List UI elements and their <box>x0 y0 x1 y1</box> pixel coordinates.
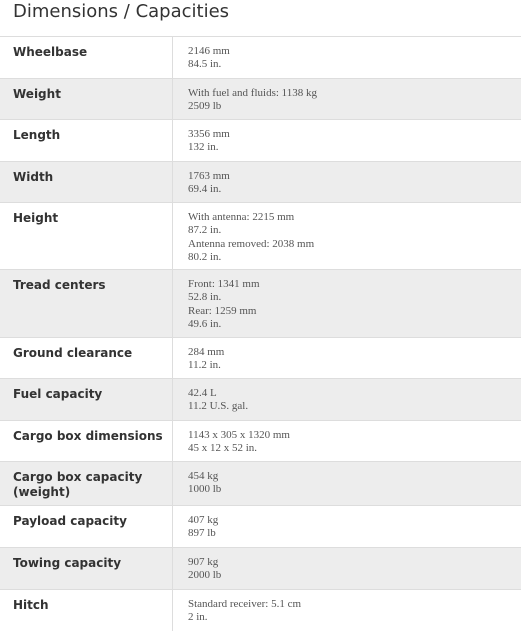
spec-value <box>173 379 521 420</box>
spec-value-line: 907 kg <box>188 556 219 568</box>
spec-row <box>0 378 521 420</box>
spec-row <box>0 269 521 337</box>
spec-value-line: With antenna: 2215 mm <box>188 211 295 223</box>
spec-value-line: 11.2 U.S. gal. <box>188 400 249 413</box>
spec-value-line: 1143 x 305 x 1320 mm <box>188 429 290 441</box>
spec-label: Width <box>0 162 173 202</box>
spec-label: Cargo box dimensions <box>0 421 173 461</box>
spec-label: Payload capacity <box>0 506 173 547</box>
spec-value <box>173 203 521 269</box>
spec-value-line: 52.8 in. <box>188 291 222 304</box>
spec-row <box>0 337 521 378</box>
spec-value-line: 284 mm <box>188 346 225 358</box>
spec-row <box>0 547 521 589</box>
spec-value-line: With fuel and fluids: 1138 kg <box>188 87 317 99</box>
spec-value-line: 2509 lb <box>188 100 222 113</box>
spec-label: Length <box>0 120 173 161</box>
spec-row <box>0 202 521 269</box>
spec-label: Hitch <box>0 590 173 631</box>
spec-value-line: 69.4 in. <box>188 183 222 196</box>
spec-row <box>0 461 521 505</box>
spec-value <box>173 162 521 202</box>
spec-value <box>173 506 521 547</box>
spec-table <box>0 36 521 631</box>
spec-row <box>0 420 521 461</box>
spec-label: Wheelbase <box>0 37 173 78</box>
spec-value-line: 2000 lb <box>188 569 222 582</box>
spec-value <box>173 421 521 461</box>
spec-value-line: 45 x 12 x 52 in. <box>188 442 258 455</box>
spec-label: Cargo box capacity (weight) <box>0 462 173 505</box>
spec-value-line: 49.6 in. <box>188 318 222 331</box>
spec-label: Fuel capacity <box>0 379 173 420</box>
spec-value <box>173 37 521 78</box>
spec-row <box>0 78 521 119</box>
spec-value-line: 407 kg <box>188 514 219 526</box>
spec-value-line: Front: 1341 mm <box>188 278 260 290</box>
spec-value-line: 897 lb <box>188 527 216 540</box>
spec-value-line: 1000 lb <box>188 483 222 496</box>
spec-label: Ground clearance <box>0 338 173 378</box>
spec-value-line: 42.4 L <box>188 387 217 399</box>
spec-label: Towing capacity <box>0 548 173 589</box>
spec-row <box>0 505 521 547</box>
spec-value-line: Standard receiver: 5.1 cm <box>188 598 302 610</box>
page-title: Dimensions / Capacities <box>13 1 230 22</box>
spec-value <box>173 590 521 631</box>
spec-value <box>173 548 521 589</box>
spec-value <box>173 462 521 505</box>
spec-value-line: 2 in. <box>188 611 208 624</box>
spec-value-line: 80.2 in. <box>188 251 222 264</box>
spec-label: Tread centers <box>0 270 173 337</box>
spec-value <box>173 270 521 337</box>
spec-value <box>173 338 521 378</box>
spec-value-line: 87.2 in. <box>188 224 222 237</box>
spec-value-line: 3356 mm <box>188 128 230 140</box>
spec-row <box>0 36 521 78</box>
spec-value-line: 11.2 in. <box>188 359 221 372</box>
spec-label: Height <box>0 203 173 269</box>
spec-row <box>0 161 521 202</box>
spec-value <box>173 79 521 119</box>
spec-row <box>0 119 521 161</box>
spec-label: Weight <box>0 79 173 119</box>
spec-value-line: Antenna removed: 2038 mm <box>188 237 315 250</box>
spec-value-line: 1763 mm <box>188 170 230 182</box>
spec-value-line: 2146 mm <box>188 45 230 57</box>
spec-value-line: 84.5 in. <box>188 58 222 71</box>
spec-value-line: 132 in. <box>188 141 219 154</box>
spec-row <box>0 589 521 631</box>
spec-value-line: 454 kg <box>188 470 219 482</box>
spec-value <box>173 120 521 161</box>
spec-value-line: Rear: 1259 mm <box>188 304 257 317</box>
